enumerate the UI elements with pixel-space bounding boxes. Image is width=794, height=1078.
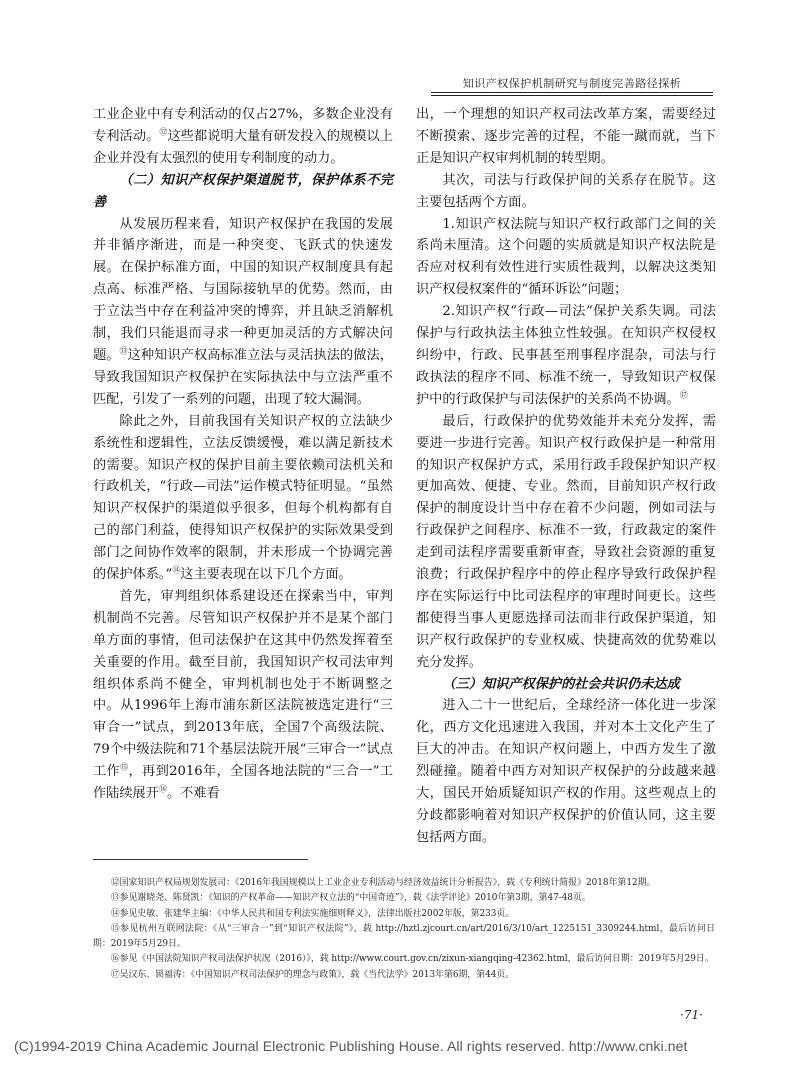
running-header: 知识产权保护机制研究与制度完善路径探析 [431, 78, 713, 93]
footnote: ⑫国家知识产权局规划发展司：《2016年我国规模以上工业企业专利活动与经济效益统计分析报告》，载《专利统计简报》2018年第12期。 [110, 878, 656, 888]
paragraph: 进入二十一世纪后，全球经济一体化进一步深化，西方文化迅速进入我国，并对本土文化产生了巨大的冲击。在知识产权问题上，中西方发生了激烈碰撞。随着中西方对知识产权保护的分歧越来越大，国民开始质疑知识产权的作用。这些观点上的分歧都影响着对知识产权保护的价值认同，这主要包括两方面。 [416, 698, 716, 845]
section-heading: （三）知识产权保护的社会共识仍未达成 [442, 676, 680, 692]
text: 。不难看 [166, 786, 220, 802]
paragraph: 1.知识产权法院与知识产权行政部门之间的关系尚未厘清。这个问题的实质就是知识产权法院是否应对权利有效性进行实质性裁判，以解决这类知识产权侵权案件的“循环诉讼”问题； [416, 216, 716, 298]
footnote-ref[interactable]: ⑭ [172, 565, 181, 575]
paragraph: 其次，司法与行政保护间的关系存在脱节。这主要包括两个方面。 [416, 172, 716, 210]
footnote: ⑰吴汉东、锁福涛：《中国知识产权司法保护的理念与政策》，载《当代法学》2013年第6期，第44页。 [110, 969, 515, 980]
paragraph [93, 104, 393, 170]
footnote: ⑬参见谢晓尧、陈贤凯：《知识的产权革命——知识产权立法的“中国奇迹”》，载《法学评论》2010年第3期，第47-48页。 [110, 893, 591, 904]
footnotes [93, 876, 715, 983]
text: 除此之外，目前我国有关知识产权的立法缺少系统性和逻辑性，立法反馈缓慢，难以满足新技术的需要。知识产权的保护目前主要依赖司法机关和行政机关，“行政—司法”运作模式特征明显。“虽然知识产权保护的渠道似乎很多，但每个机构都有自己的部门利益，使得知识产权保护的实际效果受到部门之间协作效率的限制，并未形成一个协调完善的保护体系。” [93, 413, 393, 583]
paragraph [93, 411, 393, 586]
footnote-ref[interactable]: ⑯ [158, 784, 167, 794]
paragraph [93, 586, 393, 805]
right-column [416, 104, 716, 849]
text: 2.知识产权“行政—司法”保护关系失调。司法保护与行政执法主体独立性较强。在知识产权侵权纠纷中，行政、民事甚至刑事程序混杂，司法与行政执法的程序不同、标准不统一，导致知识产权保护中的行政保护与司法保护的关系尚不协调。 [416, 304, 716, 407]
left-column [93, 104, 393, 805]
footnote-ref[interactable]: ⑮ [120, 762, 129, 772]
text: 工业企业中有专利活动的仅占27%，多数企业没有专利活动。 [93, 107, 393, 144]
footnote-rule [93, 859, 308, 860]
text: ，再到2016年，全国各地法院的“三合一”工作陆续展开 [93, 764, 394, 802]
paragraph [93, 214, 393, 411]
section-heading: （二）知识产权保护渠道脱节，保护体系不完善 [93, 172, 393, 210]
footnote-ref[interactable]: ⑫ [159, 127, 168, 137]
footnote: ⑭参见史敏、张建华主编：《中华人民共和国专利法实施细则释义》，法律出版社2002年版，第233页。 [110, 908, 515, 919]
text: 从发展历程来看，知识产权保护在我国的发展并非循序渐进，而是一种突变、飞跃式的快速发展。在保护标准方面，中国的知识产权制度具有起点高、标准严格、与国际接轨早的优势。然而，由于立法当中存在利益冲突的博弈，并且缺乏消解机制，我们只能退而寻求一种更加灵活的方式解决问题。 [93, 216, 393, 363]
paragraph [416, 301, 716, 411]
text: 首先，审判组织体系建设还在探索当中，审判机制尚不完善。尽管知识产权保护并不是某个部门单方面的事情，但司法保护在这其中仍然发挥着至关重要的作用。截至目前，我国知识产权司法审判组织体系尚不健全，审判机制也处于不断调整之中。从1996年上海市浦东新区法院被选定进行“三审合一”试点，到2013年底，全国7个高级法院、79个中级法院和71个基层法院开展“三审合一”试点工作 [93, 588, 393, 780]
footnote-ref[interactable]: ⑬ [119, 346, 128, 356]
paragraph: 最后，行政保护的优势效能并未充分发挥，需要进一步进行完善。知识产权行政保护是一种常用的知识产权保护方式，采用行政手段保护知识产权更加高效、便捷、专业。然而，目前知识产权行政保护的制度设计当中存在着不少问题，例如司法与行政保护之间程序、标准不一致，行政裁定的案件走到司法程序需要重新审查，导致社会资源的重复浪费；行政保护程序中的停止程序导致行政保护程序在实际运行中比司法程序的审理时间更长。这些都使得当事人更愿选择司法而非行政保护渠道，知识产权行政保护的专业权威、快捷高效的优势难以充分发挥。 [416, 413, 716, 670]
footnote: ⑮参见杭州互联网法院：《从“三审合一”到“知识产权法院”》，载 http://hztl.zjcourt.cn/art/2016/3/10/art_1225151_3309244.html，最后访问日期：2019年5月29日。 [93, 923, 715, 950]
copyright-notice: (C)1994-2019 China Academic Journal Electronic Publishing House. All rights reserved. http://www.cnki.net [14, 1038, 688, 1054]
header-rule [431, 95, 713, 96]
text: 这些都说明大量有研发投入的规模以上企业并没有太强烈的使用专利制度的动力。 [93, 128, 394, 166]
text: 这主要表现在以下几个方面。 [180, 567, 352, 583]
footnote-ref[interactable]: ⑰ [679, 390, 688, 400]
page-number: ·71· [680, 1008, 703, 1022]
footnote: ⑯参见《中国法院知识产权司法保护状况（2016）》，载 http://www.court.gov.cn/zixun-xiangqing-42362.html，最后访问日期：2019年5月29日。 [110, 954, 714, 965]
text: 这种知识产权高标准立法与灵活执法的做法，导致我国知识产权保护在实际执法中与立法严重不匹配，引发了一系列的问题，出现了较大漏洞。 [93, 347, 394, 407]
paragraph: 出，一个理想的知识产权司法改革方案，需要经过不断摸索、逐步完善的过程，不能一蹴而就，当下正是知识产权审判机制的转型期。 [416, 107, 716, 166]
